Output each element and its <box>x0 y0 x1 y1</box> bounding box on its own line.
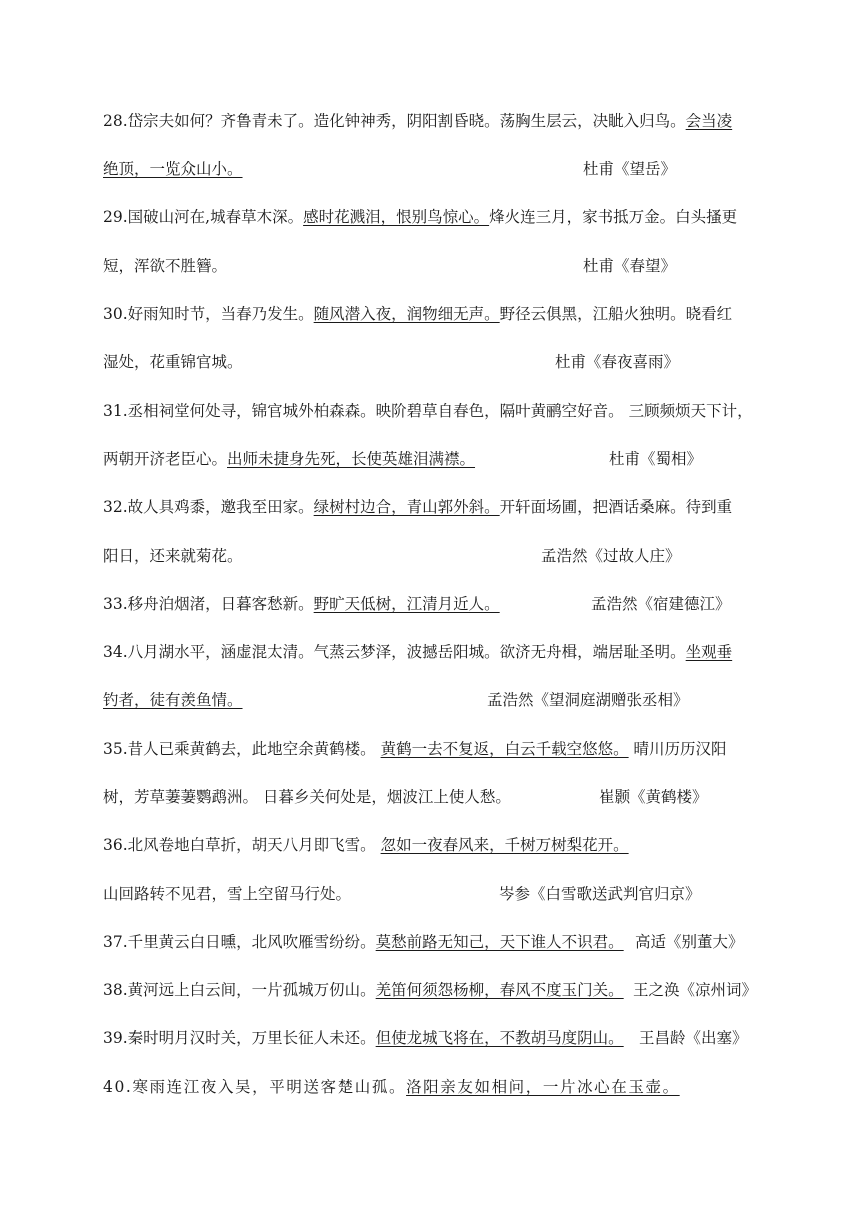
poem-39-author: 王昌龄《出塞》 <box>639 1029 748 1047</box>
poem-30-author: 杜甫《春夜喜雨》 <box>555 353 680 371</box>
poem-29-line-1: 29.国破山河在,城春草木深。感时花溅泪，恨别鸟惊心。烽火连三月，家书抵万金。白头搔更 <box>103 208 738 226</box>
poem-38-author: 王之涣《凉州词》 <box>633 981 758 999</box>
poem-37-author: 高适《别董大》 <box>635 933 744 951</box>
poem-32-author: 孟浩然《过故人庄》 <box>541 547 681 565</box>
poem-32-line-2: 阳日，还来就菊花。 <box>103 547 243 565</box>
poem-35-line-2: 树，芳草萋萋鹦鹉洲。 日暮乡关何处是，烟波江上使人愁。 <box>103 788 511 806</box>
poem-28-line-2: 绝顶，一览众山小。 <box>103 160 243 178</box>
poem-38-line: 38.黄河远上白云间，一片孤城万仞山。羌笛何须怨杨柳，春风不度玉门关。 <box>103 981 624 999</box>
poem-31-line-1: 31.丞相祠堂何处寻，锦官城外柏森森。映阶碧草自春色，隔叶黄鹂空好音。 三顾频烦天下计， <box>103 402 753 420</box>
poem-37-line: 37.千里黄云白日曛，北风吹雁雪纷纷。莫愁前路无知己，天下谁人不识君。 <box>103 933 624 951</box>
poem-36-line-1: 36.北风卷地白草折，胡天八月即飞雪。 忽如一夜春风来，千树万树梨花开。 <box>103 836 629 854</box>
poem-40-line: 40.寒雨连江夜入吴，平明送客楚山孤。洛阳亲友如相问，一片冰心在玉壶。 <box>103 1078 680 1096</box>
poem-34-line-2: 钓者，徒有羡鱼情。 <box>103 691 243 709</box>
poem-32-line-1: 32.故人具鸡黍，邀我至田家。绿树村边合，青山郭外斜。开轩面场圃，把酒话桑麻。待到重 <box>103 498 733 516</box>
poem-36-author: 岑参《白雪歌送武判官归京》 <box>499 885 701 903</box>
poem-36-line-2: 山回路转不见君，雪上空留马行处。 <box>103 885 352 903</box>
poem-34-author: 孟浩然《望洞庭湖赠张丞相》 <box>487 691 689 709</box>
poem-28-author: 杜甫《望岳》 <box>583 160 677 178</box>
poem-30-line-1: 30.好雨知时节，当春乃发生。随风潜入夜，润物细无声。野径云俱黑，江船火独明。晓看红 <box>103 305 733 323</box>
poem-33-author: 孟浩然《宿建德江》 <box>591 595 731 613</box>
poem-30-line-2: 湿处，花重锦官城。 <box>103 353 243 371</box>
poem-31-line-2: 两朝开济老臣心。出师未捷身先死，长使英雄泪满襟。 <box>103 450 476 468</box>
poem-29-author: 杜甫《春望》 <box>583 257 677 275</box>
poem-33-line: 33.移舟泊烟渚，日暮客愁新。野旷天低树，江清月近人。 <box>103 595 500 613</box>
poem-39-line: 39.秦时明月汉时关，万里长征人未还。但使龙城飞将在，不教胡马度阴山。 <box>103 1029 624 1047</box>
poem-28-line-1: 28.岱宗夫如何？齐鲁青未了。造化钟神秀，阴阳割昏晓。荡胸生层云，决眦入归鸟。会当凌 <box>103 112 733 130</box>
poem-35-author: 崔颢《黄鹤楼》 <box>599 788 708 806</box>
poem-31-author: 杜甫《蜀相》 <box>609 450 703 468</box>
poem-35-line-1: 35.昔人已乘黄鹤去，此地空余黄鹤楼。 黄鹤一去不复返，白云千载空悠悠。 晴川历历汉阳 <box>103 740 727 758</box>
poem-34-line-1: 34.八月湖水平，涵虚混太清。气蒸云梦泽，波撼岳阳城。欲济无舟楫，端居耻圣明。坐观垂 <box>103 643 733 661</box>
poem-29-line-2: 短，浑欲不胜簪。 <box>103 257 228 275</box>
